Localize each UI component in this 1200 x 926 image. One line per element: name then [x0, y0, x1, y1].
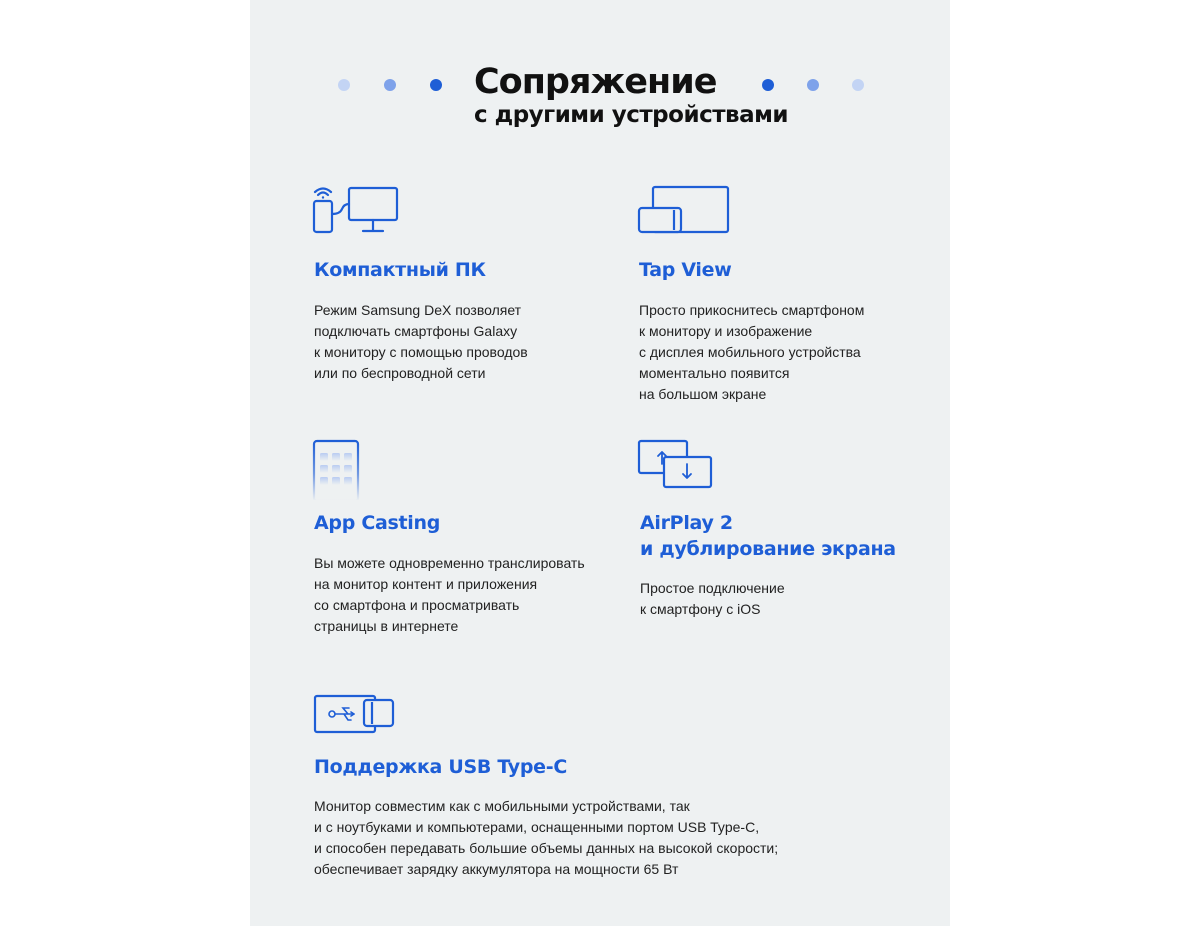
screen-mirroring-icon — [637, 438, 715, 490]
description-line: на большом экране — [639, 386, 767, 402]
description-line: или по беспроводной сети — [314, 365, 486, 381]
description-line: моментально появится — [639, 365, 790, 381]
description-line: и с ноутбуками и компьютерами, оснащенными портом USB Type-C, — [314, 819, 760, 835]
feature-title — [640, 510, 896, 562]
tap-view-icon — [636, 184, 732, 236]
feature-title-line: и дублирование экрана — [640, 538, 896, 560]
decor-dot — [430, 79, 442, 91]
feature-title: App Casting — [314, 512, 441, 534]
feature-title: Поддержка USB Type-C — [314, 756, 567, 778]
feature-title: Компактный ПК — [314, 259, 486, 281]
feature-description — [314, 300, 528, 384]
page-subtitle: с другими устройствами — [474, 102, 789, 128]
description-line: Простое подключение — [640, 580, 785, 596]
description-line: страницы в интернете — [314, 618, 459, 634]
description-line: к монитору с помощью проводов — [314, 344, 528, 360]
description-line: обеспечивает зарядку аккумулятора на мощности 65 Вт — [314, 861, 679, 877]
description-line: на монитор контент и приложения — [314, 576, 538, 592]
feature-description — [314, 553, 585, 637]
usb-type-c-icon — [312, 692, 398, 736]
description-line: Вы можете одновременно транслировать — [314, 555, 585, 571]
feature-title-line: AirPlay 2 — [640, 512, 733, 534]
decor-dot — [338, 79, 350, 91]
description-line: к монитору и изображение — [639, 323, 813, 339]
decor-dot — [762, 79, 774, 91]
description-line: и способен передавать большие объемы данных на высокой скорости; — [314, 840, 779, 856]
decor-dot — [384, 79, 396, 91]
feature-description — [639, 300, 864, 405]
app-grid-phone-icon — [310, 438, 362, 500]
phone-monitor-wireless-icon — [309, 184, 401, 236]
description-line: со смартфона и просматривать — [314, 597, 520, 613]
description-line: подключать смартфоны Galaxy — [314, 323, 518, 339]
page-title: Сопряжение — [474, 62, 717, 102]
description-line: к смартфону с iOS — [640, 601, 761, 617]
decor-dot — [807, 79, 819, 91]
description-line: Режим Samsung DeX позволяет — [314, 302, 522, 318]
feature-description — [314, 796, 778, 880]
description-line: Монитор совместим как с мобильными устройствами, так — [314, 798, 690, 814]
feature-description — [640, 578, 785, 620]
decor-dot — [852, 79, 864, 91]
description-line: с дисплея мобильного устройства — [639, 344, 861, 360]
feature-title: Tap View — [639, 259, 732, 281]
description-line: Просто прикоснитесь смартфоном — [639, 302, 865, 318]
